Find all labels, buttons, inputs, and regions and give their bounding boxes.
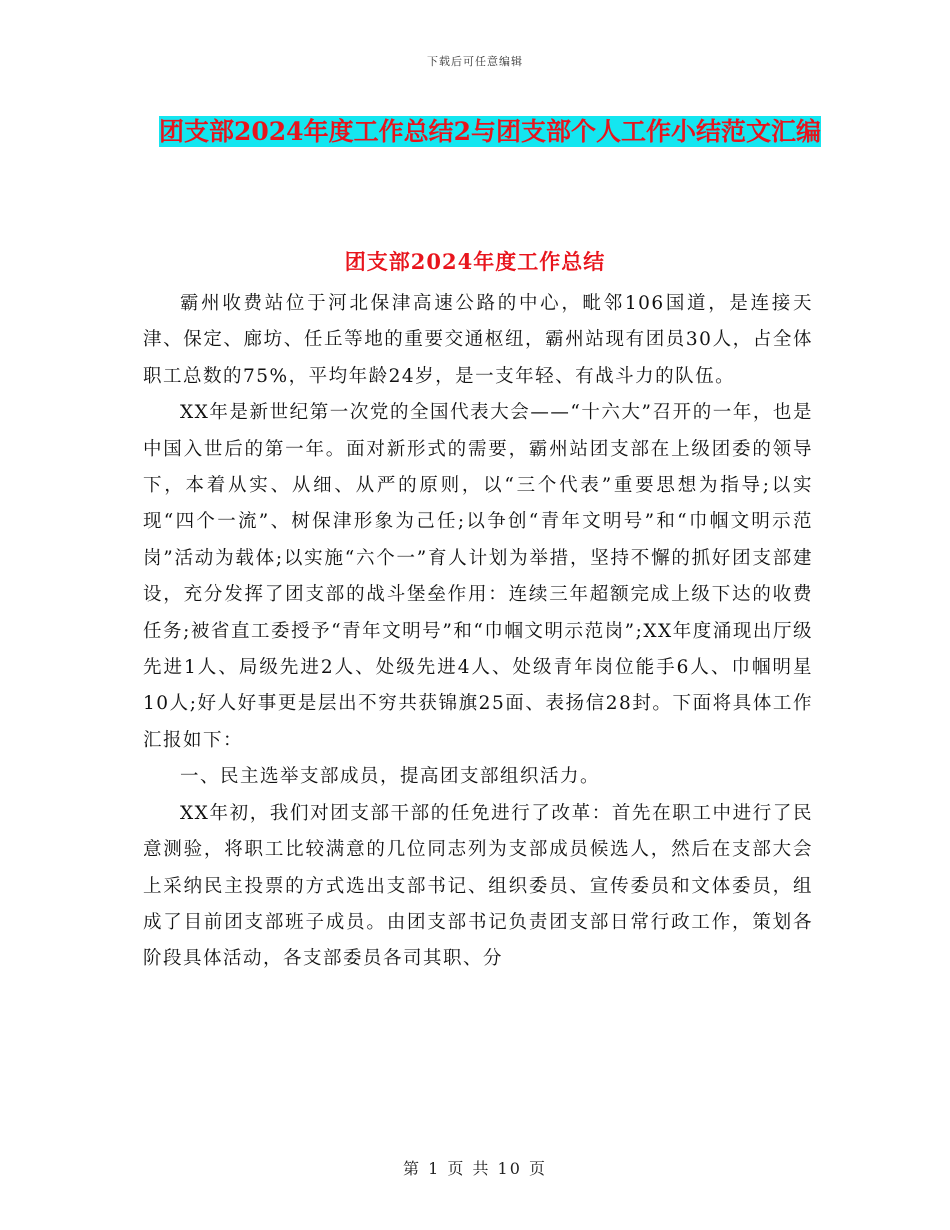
paragraph-4: XX年初，我们对团支部干部的任免进行了改革：首先在职工中进行了民意测验，将职工比较满意的几位同志列为支部成员候选人，然后在支部大会上采纳民主投票的方式选出支部书记、组织委员、宣传委员和文体委员，组成了目前团支部班子成员。由团支部书记负责团支部日常行政工作，策划各阶段具体活动，各支部委员各司其职、分: [143, 802, 813, 970]
document-title: [140, 110, 840, 154]
section-title: 团支部2024年度工作总结: [344, 249, 606, 274]
paragraph-3: 一、民主选举支部成员，提高团支部组织活力。: [180, 766, 601, 788]
paragraph-2: XX年是新世纪第一次党的全国代表大会——“十六大”召开的一年，也是中国入世后的第一年。面对新形式的需要，霸州站团支部在上级团委的领导下，本着从实、从细、从严的原则，以“三个代表”重要思想为指导;以实现“四个一流”、树保津形象为己任;以争创“青年文明号”和“巾帼文明示范岗”活动为载体;以实施“六个一”育人计划为举措，坚持不懈的抓好团支部建设，充分发挥了团支部的战斗堡垒作用：连续三年超额完成上级下达的收费任务;被省直工委授予“青年文明号”和“巾帼文明示范岗”;XX年度涌现出厅级先进1人、局级先进2人、处级先进4人、处级青年岗位能手6人、巾帼明星10人;好人好事更是层出不穷共获锦旗25面、表扬信28封。下面将具体工作汇报如下：: [143, 402, 813, 751]
header-note: 下载后可任意编辑: [427, 55, 523, 68]
body-text: [143, 286, 813, 978]
paragraph-1: 霸州收费站位于河北保津高速公路的中心，毗邻106国道，是连接天津、保定、廊坊、任丘等地的重要交通枢纽，霸州站现有团员30人，占全体职工总数的75%，平均年龄24岁，是一支年轻、有战斗力的队伍。: [143, 293, 813, 387]
document-title-text: 团支部2024年度工作总结2与团支部个人工作小结范文汇编: [159, 117, 821, 146]
page-footer: 第 1 页 共 10 页: [403, 1159, 547, 1178]
